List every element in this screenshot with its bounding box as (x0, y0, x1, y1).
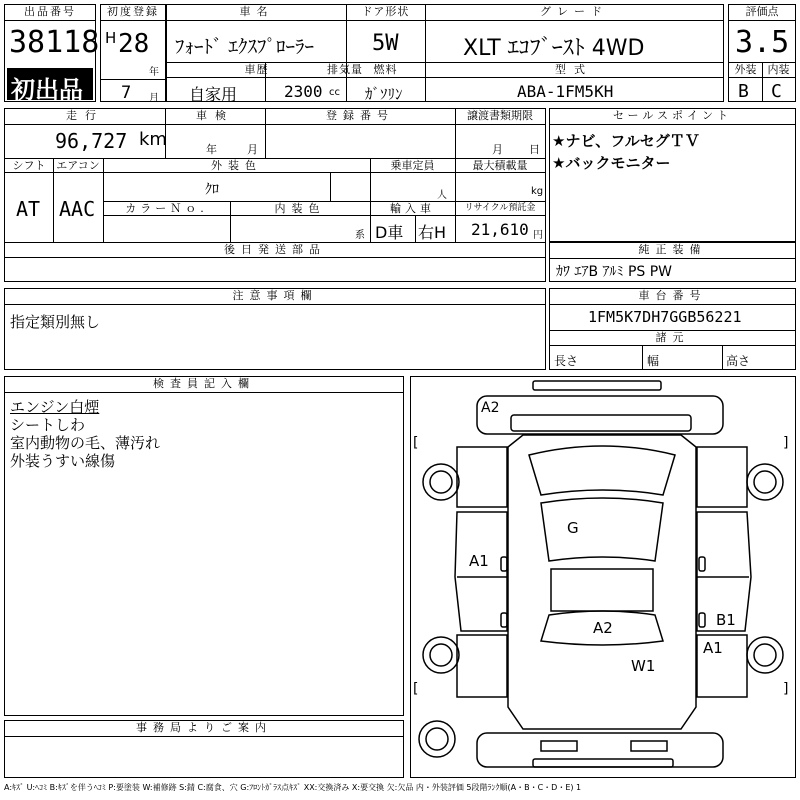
transfer-day-unit: 日 (529, 143, 540, 156)
fuel-label: 燃料 (373, 63, 398, 76)
transfer-label: 譲渡書類期限 (467, 109, 533, 122)
lot-number: 38118 (9, 25, 100, 60)
car-name-value: ﾌｫｰﾄﾞ ｴｸｽﾌﾟﾛｰﾗｰ (175, 36, 315, 58)
notes-label: 注意事項欄 (5, 289, 545, 305)
ext-score-label: 外装 (734, 63, 757, 76)
recycle-label: リサイクル預託金 (464, 203, 536, 213)
int-color-label: 内装色 (274, 202, 326, 215)
model-value: ABA-1FM5KH (517, 82, 614, 101)
plate-label: 登録番号 (326, 109, 394, 122)
inspection-label: 車検 (196, 109, 234, 122)
later-parts-label: 後日発送部品 (224, 243, 326, 256)
score-label: 評価点 (729, 5, 795, 21)
damage-a2-front: A2 (481, 400, 500, 416)
model-label: 型式 (555, 63, 593, 76)
int-score-label: 内装 (767, 63, 790, 76)
damage-g-windshield: G (567, 519, 579, 537)
genuine-value: ｶﾜ ｴｱB ｱﾙﾐ PS PW (556, 264, 673, 280)
bracket-left-top: [ (413, 435, 419, 451)
mileage-label: 走行 (66, 109, 104, 122)
inspection-year-unit: 年 (206, 143, 217, 156)
import-value-2: 右H (418, 223, 447, 242)
import-value-1: D車 (375, 223, 404, 242)
inspector-block (4, 376, 404, 716)
first-reg-year-unit: 年 (149, 67, 159, 78)
inspector-line-1: エンジン白煙 (10, 398, 100, 416)
first-reg-era: H (105, 29, 117, 47)
mileage-unit: km (139, 129, 167, 150)
lot-block (4, 4, 100, 104)
bracket-right-top: ] (783, 435, 789, 451)
sales-points-label: セールスポイント (550, 109, 795, 125)
shift-value: AT (16, 197, 41, 221)
shift-label: シフト (12, 159, 46, 172)
lot-label: 出品番号 (5, 5, 95, 21)
dims-label: 諸元 (655, 331, 690, 344)
office-block (4, 720, 404, 778)
inspector-line-4: 外装うすい線傷 (10, 452, 116, 470)
first-reg-month-unit: 月 (149, 93, 159, 104)
fuel-value: ｶﾞｿﾘﾝ (365, 85, 403, 103)
bracket-left-bottom: [ (413, 681, 419, 697)
aircon-label: エアコン (56, 159, 100, 172)
dims-height-label: 高さ (726, 354, 751, 368)
int-score-value: C (771, 81, 782, 102)
vehicle-diagram-svg (411, 377, 795, 777)
inspector-line-3: 室内動物の毛、薄汚れ (10, 434, 161, 452)
grade-label: グレード (425, 5, 723, 21)
ext-score-value: B (738, 81, 749, 102)
recycle-unit: 円 (533, 230, 543, 241)
door-value: 5W (372, 31, 399, 56)
aircon-value: AAC (59, 197, 96, 221)
displacement-value: 2300 (284, 82, 323, 101)
transfer-month-unit: 月 (492, 143, 503, 156)
damage-w1-rear: W1 (631, 657, 656, 675)
first-reg-block (100, 4, 166, 102)
inspector-line-2: シートしわ (10, 416, 86, 434)
first-listing-badge (7, 68, 93, 104)
history-label: 車歴 (244, 63, 269, 76)
notes-block (4, 288, 546, 370)
dims-length-label: 長さ (554, 354, 579, 368)
first-listing-text: 初出品 (11, 76, 83, 104)
door-label: ドア形状 (346, 5, 425, 21)
detail-block (4, 108, 546, 282)
ext-color-label: 外装色 (211, 159, 262, 172)
first-reg-label: 初度登録 (101, 5, 165, 21)
damage-a2-rear-glass: A2 (593, 619, 613, 637)
color-no-label: カラーＮｏ. (125, 202, 208, 215)
inspection-month-unit: 月 (247, 143, 258, 156)
mileage-value: 96,727 (55, 129, 128, 153)
top-right-block (166, 4, 724, 102)
history-value: 自家用 (189, 85, 238, 104)
ext-color-value: ｸﾛ (205, 182, 219, 198)
sales-points-block (549, 108, 796, 242)
sales-point-1: ★ナビ、フルセグＴＶ (552, 132, 700, 150)
import-label: 輸入車 (390, 202, 435, 215)
int-color-unit: 系 (355, 230, 365, 241)
score-block (728, 4, 796, 102)
notes-value: 指定類別無し (10, 313, 101, 331)
legend-footer: A:ｷｽﾞ U:ﾍｺﾐ B:ｷｽﾞを伴うﾍｺﾐ P:要塗装 W:補修跡 S:錆 C:腐食、穴 G:ﾌﾛﾝﾄｶﾞﾗｽ点ｷｽﾞ XX:交換済み X:要交換 欠:欠品 内・外装評価 5段階ﾗﾝｸ順(A・B・C・D・E) 1 (4, 783, 582, 792)
genuine-block (549, 242, 796, 282)
inspector-label: 検査員記入欄 (5, 377, 403, 393)
sales-point-2: ★バックモニター (552, 154, 671, 172)
damage-a1-right: A1 (703, 639, 723, 657)
first-reg-year: 28 (118, 29, 150, 59)
bracket-right-bottom: ] (783, 681, 789, 697)
capacity-unit: 人 (437, 190, 447, 201)
vehicle-diagram (410, 376, 796, 778)
recycle-value: 21,610 (471, 220, 529, 239)
displacement-label: 排気量 (327, 63, 363, 76)
max-load-unit: kg (531, 186, 544, 197)
score-value: 3.5 (735, 25, 790, 60)
chassis-block (549, 288, 796, 370)
chassis-label: 車台番号 (550, 289, 795, 305)
max-load-label: 最大積載量 (472, 159, 528, 172)
capacity-label: 乗車定員 (390, 159, 435, 172)
chassis-value: 1FM5K7DH7GGB56221 (588, 308, 742, 326)
first-reg-month: 7 (121, 83, 132, 103)
dims-width-label: 幅 (647, 354, 660, 368)
grade-value: XLT ｴｺﾌﾞｰｽﾄ 4WD (463, 36, 645, 61)
displacement-unit: cc (329, 87, 340, 98)
genuine-label: 純正装備 (550, 243, 795, 259)
damage-a1-left: A1 (469, 552, 489, 570)
damage-b1-right: B1 (716, 611, 736, 629)
car-name-label: 車名 (167, 5, 346, 21)
office-label: 事務局よりご案内 (5, 721, 403, 737)
